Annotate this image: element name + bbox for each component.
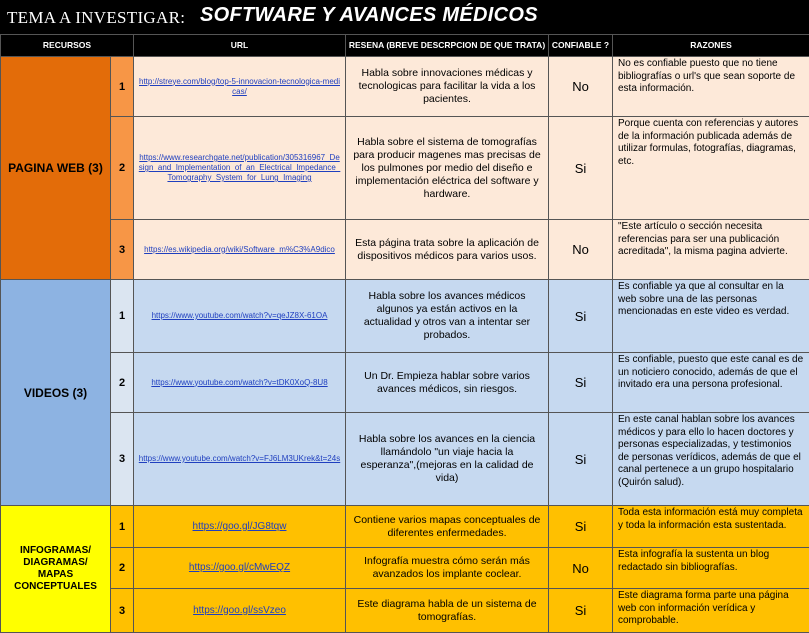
url-link[interactable]: https://goo.gl/cMwEQZ: [188, 562, 291, 573]
url-cell: [134, 589, 346, 633]
url-cell: [134, 280, 346, 353]
row-number: 1: [111, 506, 134, 548]
reason-cell: Porque cuenta con referencias y autores de la información publicada además de utilizar formulas, fotografías, diagramas, etc.: [613, 117, 809, 220]
row-number: 3: [111, 413, 134, 506]
url-link[interactable]: https://goo.gl/JG8tqw: [192, 520, 287, 532]
table-row: [1, 413, 809, 506]
summary-cell: Contiene varios mapas conceptuales de diferentes enfermedades.: [346, 506, 549, 548]
category-videos: VIDEOS (3): [1, 280, 111, 506]
url-cell: [134, 220, 346, 280]
research-table: [0, 34, 809, 633]
url-cell: [134, 413, 346, 506]
category-web-pages: PAGINA WEB (3): [1, 57, 111, 280]
summary-cell: Habla sobre los avances en la ciencia llamándolo "un viaje hacia la esperanza",(mejoras en la calidad de vida): [346, 413, 549, 506]
table-row: [1, 117, 809, 220]
reason-cell: Es confiable, puesto que este canal es de un noticiero conocido, además de que el invitado era una persona profesional.: [613, 353, 809, 413]
url-link[interactable]: http://streye.com/blog/top-5-innovacion-tecnologica-medicas/: [139, 76, 340, 96]
table-row: [1, 548, 809, 589]
reliable-cell: Si: [549, 353, 613, 413]
url-link[interactable]: https://www.youtube.com/watch?v=FJ6LM3UKrek&t=24s: [138, 454, 341, 463]
table-row: [1, 589, 809, 633]
row-number: 2: [111, 548, 134, 589]
col-header-url: URL: [134, 35, 346, 57]
table-row: [1, 280, 809, 353]
col-header-summary: RESENA (BREVE DESCRPCION DE QUE TRATA): [346, 35, 549, 57]
url-cell: [134, 548, 346, 589]
summary-cell: Habla sobre los avances médicos algunos ya están activos en la actualidad y otros van a intentar ser probados.: [346, 280, 549, 353]
table-header-row: [1, 35, 809, 57]
row-number: 2: [111, 353, 134, 413]
reliable-cell: Si: [549, 506, 613, 548]
url-link[interactable]: https://www.youtube.com/watch?v=qeJZ8X-61OA: [151, 311, 328, 320]
url-cell: [134, 506, 346, 548]
reason-cell: Esta infografía la sustenta un blog redactado sin bibliografías.: [613, 548, 809, 589]
reliable-cell: No: [549, 220, 613, 280]
topic-label: TEMA A INVESTIGAR:: [7, 8, 186, 27]
url-cell: [134, 57, 346, 117]
reliable-cell: No: [549, 57, 613, 117]
col-header-reasons: RAZONES: [613, 35, 809, 57]
reliable-cell: Si: [549, 280, 613, 353]
reason-cell: "Este artículo o sección necesita referencias para ser una publicación acreditada", la misma pagina advierte.: [613, 220, 809, 280]
summary-cell: Esta página trata sobre la aplicación de dispositivos médicos para varios usos.: [346, 220, 549, 280]
url-link[interactable]: https://goo.gl/ssVzeo: [193, 604, 286, 616]
url-link[interactable]: https://es.wikipedia.org/wiki/Software_m%C3%A9dico: [144, 244, 335, 254]
summary-cell: Infografía muestra cómo serán más avanzados los implante coclear.: [346, 548, 549, 589]
summary-cell: Este diagrama habla de un sistema de tomografías.: [346, 589, 549, 633]
category-infographics: INFOGRAMAS/ DIAGRAMAS/ MAPAS CONCEPTUALES: [1, 506, 111, 633]
title-bar: [0, 0, 809, 34]
url-cell: [134, 353, 346, 413]
row-number: 3: [111, 589, 134, 633]
reliable-cell: No: [549, 548, 613, 589]
reason-cell: Este diagrama forma parte una página web con información verídica y comprobable.: [613, 589, 809, 633]
reason-cell: Es confiable ya que al consultar en la web sobre una de las personas mencionadas en este video es verdad.: [613, 280, 809, 353]
reliable-cell: Si: [549, 589, 613, 633]
summary-cell: Un Dr. Empieza hablar sobre varios avances médicos, sin riesgos.: [346, 353, 549, 413]
reason-cell: No es confiable puesto que no tiene bibliografías o url's que sean soporte de esta información.: [613, 57, 809, 117]
table-row: [1, 57, 809, 117]
page-title: SOFTWARE Y AVANCES MÉDICOS: [200, 4, 538, 26]
url-link[interactable]: https://www.youtube.com/watch?v=tDK0XoQ-8U8: [151, 377, 328, 387]
reason-cell: En este canal hablan sobre los avances médicos y para ello lo hacen doctores y personas especializadas, y testimonios de personas verídicos, además de que el canal pertenece a un grupo hospitalario (Quirón salud).: [613, 413, 809, 506]
row-number: 1: [111, 280, 134, 353]
summary-cell: Habla sobre el sistema de tomografías para producir magenes mas precisas de los pulmones por medio del diseño e implementación eléctrica del software y hardware.: [346, 117, 549, 220]
reliable-cell: Si: [549, 117, 613, 220]
summary-cell: Habla sobre innovaciones médicas y tecnologicas para facilitar la vida a los pacientes.: [346, 57, 549, 117]
col-header-reliable: CONFIABLE ?: [549, 35, 613, 57]
col-header-resources: RECURSOS: [1, 35, 134, 57]
table-row: [1, 506, 809, 548]
row-number: 2: [111, 117, 134, 220]
reason-cell: Toda esta información está muy completa y toda la información esta sustentada.: [613, 506, 809, 548]
reliable-cell: Si: [549, 413, 613, 506]
row-number: 3: [111, 220, 134, 280]
url-link[interactable]: https://www.researchgate.net/publication/305316967_Design_and_Implementation_of_an_Electrical_Impedance_Tomography_System_for_Lung_Imaging: [138, 153, 341, 182]
url-cell: [134, 117, 346, 220]
table-row: [1, 353, 809, 413]
row-number: 1: [111, 57, 134, 117]
table-row: [1, 220, 809, 280]
